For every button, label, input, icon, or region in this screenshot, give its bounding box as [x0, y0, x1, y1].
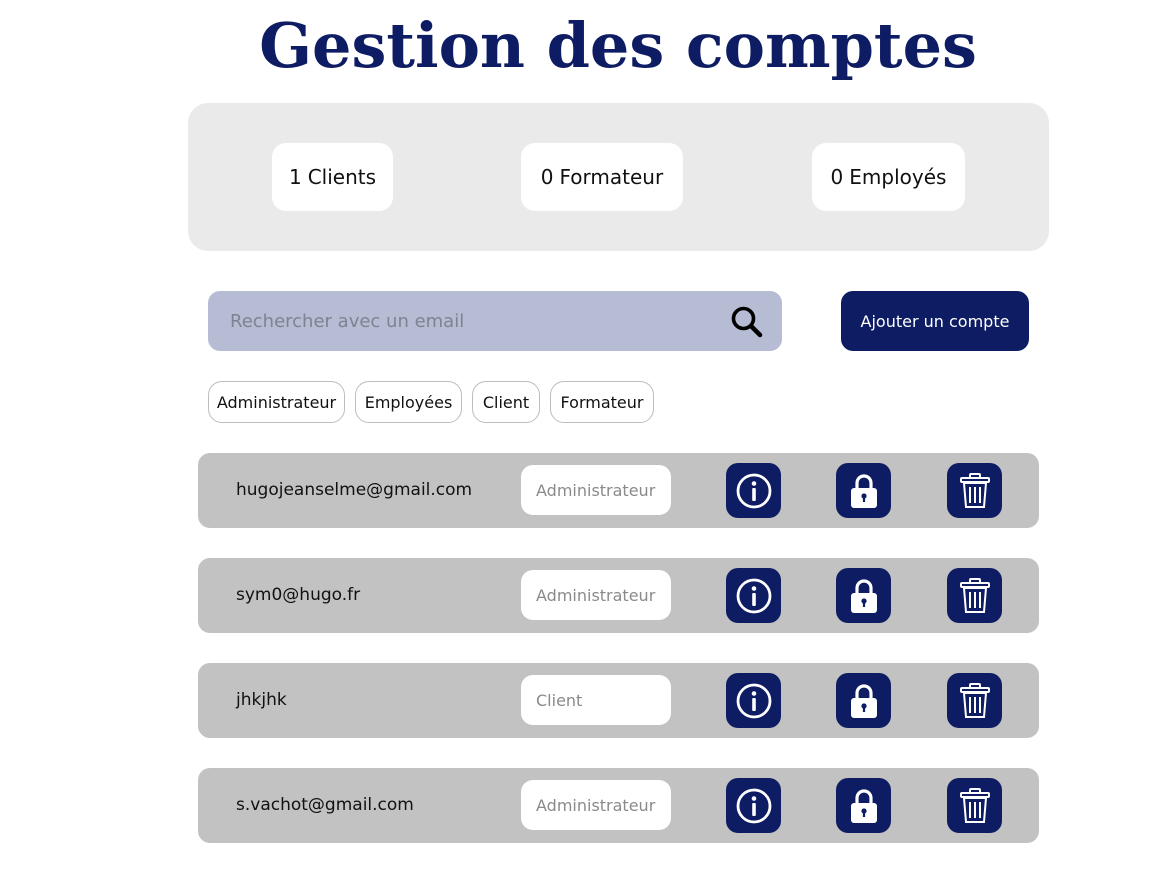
trash-icon: [959, 577, 991, 615]
lock-icon: [849, 577, 879, 615]
info-icon: [735, 682, 773, 720]
delete-button[interactable]: [947, 463, 1002, 518]
stat-count: 0: [830, 165, 844, 189]
stat-count: 0: [540, 165, 554, 189]
info-button[interactable]: [726, 778, 781, 833]
account-email: sym0@hugo.fr: [236, 585, 361, 605]
delete-button[interactable]: [947, 778, 1002, 833]
lock-button[interactable]: [836, 673, 891, 728]
stats-panel: [188, 103, 1049, 251]
filter-administrateur[interactable]: Administrateur: [208, 381, 345, 423]
stat-label: Employés: [849, 165, 947, 189]
search-icon[interactable]: [730, 305, 764, 339]
stat-label: Formateur: [559, 165, 664, 189]
trash-icon: [959, 787, 991, 825]
stat-card-employes: [812, 143, 965, 211]
info-icon: [735, 577, 773, 615]
account-role-field[interactable]: [521, 675, 671, 725]
account-row: [198, 453, 1039, 528]
page-title: Gestion des comptes: [259, 9, 977, 82]
filter-client[interactable]: Client: [472, 381, 540, 423]
account-email: hugojeanselme@gmail.com: [236, 480, 473, 500]
info-button[interactable]: [726, 673, 781, 728]
account-email: s.vachot@gmail.com: [236, 795, 414, 815]
info-icon: [735, 472, 773, 510]
info-icon: [735, 787, 773, 825]
stat-label: Clients: [307, 165, 377, 189]
lock-icon: [849, 682, 879, 720]
account-role-field[interactable]: [521, 570, 671, 620]
lock-icon: [849, 787, 879, 825]
filter-formateur[interactable]: Formateur: [550, 381, 654, 423]
lock-button[interactable]: [836, 463, 891, 518]
trash-icon: [959, 472, 991, 510]
lock-icon: [849, 472, 879, 510]
stat-count: 1: [288, 165, 302, 189]
account-role-field[interactable]: [521, 465, 671, 515]
add-account-button[interactable]: Ajouter un compte: [841, 291, 1029, 351]
trash-icon: [959, 682, 991, 720]
account-role-field[interactable]: [521, 780, 671, 830]
lock-button[interactable]: [836, 568, 891, 623]
account-row: [198, 663, 1039, 738]
search-box: [208, 291, 782, 351]
info-button[interactable]: [726, 568, 781, 623]
stat-card-formateur: [521, 143, 683, 211]
delete-button[interactable]: [947, 673, 1002, 728]
account-email: jhkjhk: [236, 690, 287, 710]
delete-button[interactable]: [947, 568, 1002, 623]
lock-button[interactable]: [836, 778, 891, 833]
info-button[interactable]: [726, 463, 781, 518]
account-row: [198, 558, 1039, 633]
account-row: [198, 768, 1039, 843]
filter-employees[interactable]: Employées: [355, 381, 462, 423]
search-input[interactable]: [208, 291, 708, 351]
stat-card-clients: [272, 143, 393, 211]
